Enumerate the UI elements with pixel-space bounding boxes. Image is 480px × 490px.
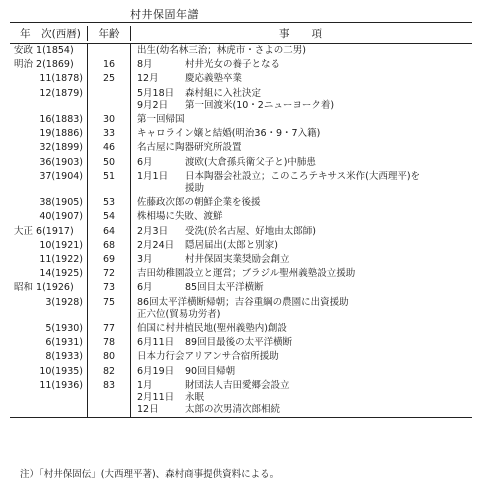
event-date: 2月11日: [137, 392, 175, 404]
table-row: [10, 365, 472, 379]
row-age: 75: [88, 296, 131, 322]
row-events: [131, 365, 472, 379]
row-events: [131, 225, 472, 239]
event-text: 日本力行会アリアンサ合宿所援助: [137, 351, 279, 363]
row-year: 11(1878): [10, 72, 88, 86]
row-events: [131, 296, 472, 322]
event-text: 第一回帰国: [137, 114, 185, 126]
event-line: [137, 404, 472, 416]
event-date: 12日: [137, 404, 159, 416]
row-events: [131, 253, 472, 267]
row-age: [88, 87, 131, 113]
row-year: 昭和 1(1926): [10, 281, 88, 295]
table-row: [10, 239, 472, 253]
row-events: [131, 113, 472, 127]
event-line: [137, 197, 472, 209]
row-events: [131, 322, 472, 336]
row-age: 80: [88, 350, 131, 364]
row-age: 30: [88, 113, 131, 127]
row-events: [131, 72, 472, 86]
row-year: 11(1922): [10, 253, 88, 267]
event-text: 隠居届出(太郎と別家): [185, 239, 278, 251]
row-age: 72: [88, 267, 131, 281]
row-events: [131, 196, 472, 210]
row-year: 37(1904): [10, 170, 88, 196]
chronology-table: [10, 22, 472, 418]
event-line: [137, 380, 472, 392]
event-text: 90回目帰朝: [185, 365, 236, 377]
header-age: 年齢: [88, 26, 131, 41]
event-text: 村井光女の養子となる: [185, 59, 281, 71]
table-row: [10, 322, 472, 336]
row-age: 68: [88, 239, 131, 253]
row-year: 10(1935): [10, 365, 88, 379]
row-events: [131, 141, 472, 155]
event-text: 永眠: [185, 392, 205, 404]
event-line: [137, 142, 472, 154]
event-text: 慶応義塾卒業: [185, 73, 243, 85]
table-row: [10, 72, 472, 86]
event-text: 85回目太平洋横断: [185, 282, 264, 294]
event-line: [137, 297, 472, 309]
table-row: [10, 296, 472, 322]
event-text: 正六位(貿易功労者): [137, 308, 221, 320]
table-row: [10, 58, 472, 72]
event-text: 伯国に村井植民地(聖州義塾内)創設: [137, 323, 287, 335]
row-age: 77: [88, 322, 131, 336]
event-date: [137, 183, 185, 195]
event-line: [137, 171, 472, 183]
row-age: 53: [88, 196, 131, 210]
event-date: 9月2日: [137, 99, 169, 111]
event-text: 佐藤政次郎の朝鮮企業を後援: [137, 197, 261, 209]
event-line: [137, 100, 472, 112]
event-date: 6月: [137, 282, 153, 294]
row-year: 11(1936): [10, 379, 88, 418]
table-header: [10, 23, 472, 44]
row-age: 83: [88, 379, 131, 418]
table-row: [10, 156, 472, 170]
row-age: 82: [88, 365, 131, 379]
row-year: 40(1907): [10, 210, 88, 224]
row-age: [88, 44, 131, 58]
table-row: [10, 141, 472, 155]
event-line: [137, 45, 472, 57]
row-age: 16: [88, 58, 131, 72]
row-year: 大正 6(1917): [10, 225, 88, 239]
table-row: [10, 44, 472, 58]
event-text: 援助: [185, 183, 205, 195]
event-date: 1月1日: [137, 170, 169, 182]
event-line: [137, 337, 472, 349]
row-year: 8(1933): [10, 350, 88, 364]
event-line: [137, 114, 472, 126]
row-year: 12(1879): [10, 87, 88, 113]
event-date: 1月: [137, 379, 153, 391]
event-text: 出生(幼名林三治；林虎市・さよの二男): [137, 45, 306, 56]
row-age: 54: [88, 210, 131, 224]
row-events: [131, 58, 472, 72]
event-line: [137, 254, 472, 266]
table-row: [10, 336, 472, 350]
event-line: [137, 309, 472, 321]
header-year: 年 次(西暦): [10, 26, 88, 41]
row-age: 51: [88, 170, 131, 196]
event-line: [137, 351, 472, 363]
row-year: 5(1930): [10, 322, 88, 336]
row-year: 安政 1(1854): [10, 44, 88, 58]
row-events: [131, 44, 472, 58]
row-year: 10(1921): [10, 239, 88, 253]
row-events: [131, 87, 472, 113]
row-year: 3(1928): [10, 296, 88, 322]
event-date: 2月3日: [137, 225, 169, 237]
event-date: 8月: [137, 59, 153, 71]
table-row: [10, 267, 472, 281]
row-age: 64: [88, 225, 131, 239]
event-date: 6月: [137, 156, 153, 168]
event-text: 株相場に失敗、渡鮮: [137, 211, 223, 223]
row-age: 50: [88, 156, 131, 170]
event-date: 6月11日: [137, 337, 175, 349]
event-text: 名古屋に陶器研究所設置: [137, 142, 242, 154]
row-year: 19(1886): [10, 127, 88, 141]
table-row: [10, 196, 472, 210]
event-line: [137, 268, 472, 280]
row-year: 16(1883): [10, 113, 88, 127]
table-row: [10, 379, 472, 418]
row-events: [131, 170, 472, 196]
event-date: 2月24日: [137, 239, 175, 251]
table-body: [10, 44, 472, 417]
event-line: [137, 323, 472, 335]
row-age: 69: [88, 253, 131, 267]
event-line: [137, 128, 472, 140]
table-row: [10, 253, 472, 267]
event-line: [137, 392, 472, 404]
row-year: 明治 2(1869): [10, 58, 88, 72]
event-date: 6月19日: [137, 365, 175, 377]
event-line: [137, 366, 472, 378]
row-year: 14(1925): [10, 267, 88, 281]
event-text: 太郎の次男清次郎相続: [185, 404, 281, 416]
event-text: 渡欧(大倉孫兵衛父子と)中肺患: [185, 156, 316, 168]
event-line: [137, 226, 472, 238]
table-row: [10, 170, 472, 196]
event-text: 村井保固実業奨励会創立: [185, 254, 290, 266]
row-events: [131, 156, 472, 170]
event-line: [137, 211, 472, 223]
event-text: 89回目最後の太平洋横断: [185, 337, 293, 349]
row-events: [131, 336, 472, 350]
event-date: 3月: [137, 254, 153, 266]
event-text: 86回太平洋横断帰朝；吉谷重綱の農園に出資援助: [137, 296, 349, 308]
table-row: [10, 281, 472, 295]
event-line: [137, 282, 472, 294]
event-line: [137, 183, 472, 195]
event-line: [137, 59, 472, 71]
header-event: 事項: [279, 27, 344, 40]
row-year: 32(1899): [10, 141, 88, 155]
table-row: [10, 127, 472, 141]
event-date: 12月: [137, 73, 159, 85]
event-line: [137, 240, 472, 252]
table-row: [10, 113, 472, 127]
event-text: キャロライン嬢と結婚(明治36・9・7入籍): [137, 128, 321, 140]
footnote: 注）「村井保固伝」(大西理平著)、森村商事提供資料による。: [20, 469, 280, 480]
table-row: [10, 350, 472, 364]
event-line: [137, 88, 472, 100]
row-events: [131, 350, 472, 364]
page-title: 村井保固年譜: [130, 8, 199, 21]
row-year: 38(1905): [10, 196, 88, 210]
row-age: 73: [88, 281, 131, 295]
event-date: 5月18日: [137, 87, 175, 99]
event-text: 吉田幼稚園設立と運営；ブラジル聖州義塾設立援助: [137, 268, 356, 280]
row-age: 25: [88, 72, 131, 86]
row-year: 6(1931): [10, 336, 88, 350]
event-line: [137, 73, 472, 85]
table-row: [10, 225, 472, 239]
event-text: 受洗(於名古屋、好地由太郎師): [185, 225, 316, 237]
event-text: 財団法人吉田愛郷会設立: [185, 379, 290, 391]
row-year: 36(1903): [10, 156, 88, 170]
event-line: [137, 157, 472, 169]
table-row: [10, 87, 472, 113]
event-text: 森村組に入社決定: [185, 87, 262, 99]
row-events: [131, 210, 472, 224]
row-events: [131, 267, 472, 281]
row-age: 33: [88, 127, 131, 141]
row-events: [131, 281, 472, 295]
row-events: [131, 379, 472, 418]
row-events: [131, 239, 472, 253]
event-text: 日本陶器会社設立；このころテキサス米作(大西理平)を: [185, 170, 421, 182]
row-age: 46: [88, 141, 131, 155]
row-age: 78: [88, 336, 131, 350]
event-text: 第一回渡米(10・2ニューヨーク着): [185, 99, 335, 111]
row-events: [131, 127, 472, 141]
table-row: [10, 210, 472, 224]
